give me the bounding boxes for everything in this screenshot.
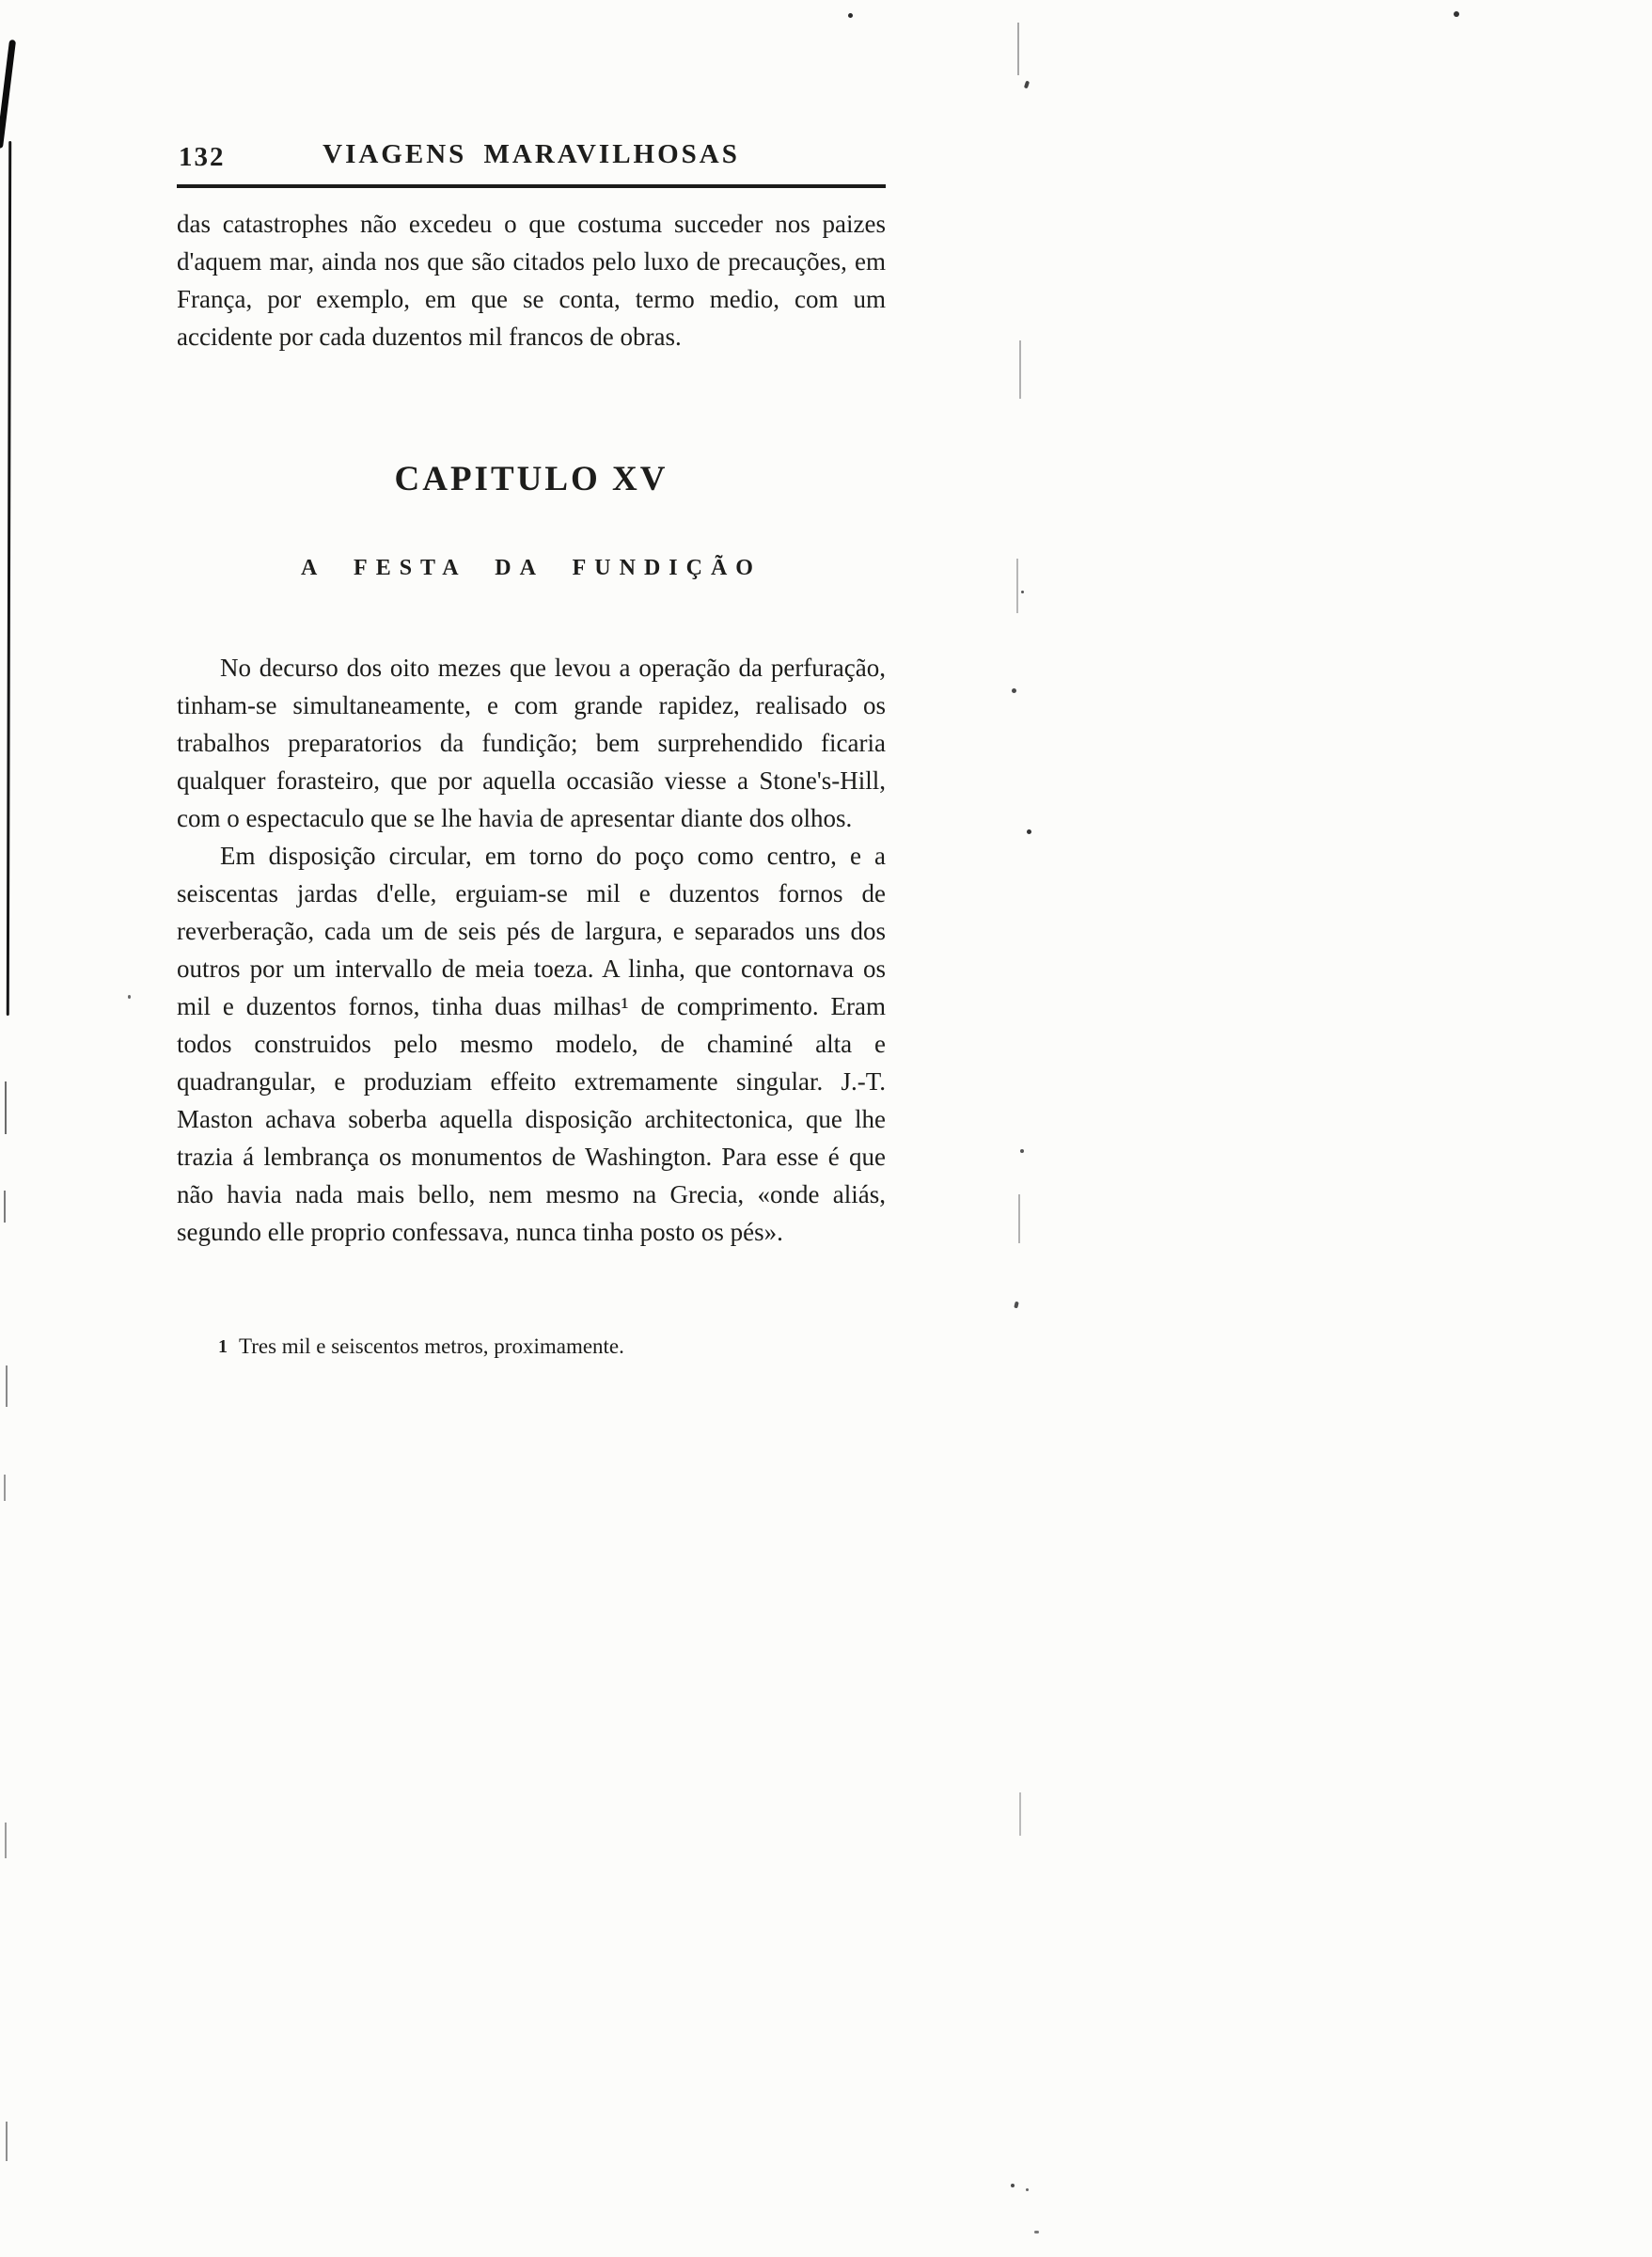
scan-speck [1011, 2184, 1015, 2187]
header-rule [177, 184, 886, 188]
scan-speck [1034, 2231, 1039, 2233]
page-number: 132 [179, 142, 226, 172]
continuation-paragraph: das catastrophes não excedeu o que costuma succeder nos paizes d'aquem mar, ainda nos que são citados pelo luxo de precauções, em França, por exemplo, em que se conta, termo medio, com um accidente por cada duzentos mil francos de obras. [177, 210, 886, 351]
binding-dash [6, 2122, 8, 2161]
scan-speck [1014, 1302, 1019, 1309]
scan-speck [1027, 829, 1031, 834]
scan-speck [1021, 591, 1024, 593]
binding-dash [4, 1191, 6, 1223]
scan-speck [848, 13, 853, 18]
binding-dash [5, 1823, 7, 1858]
binding-edge-mark [0, 39, 16, 149]
page-edge-mark [1019, 1792, 1021, 1836]
binding-dash [5, 1081, 7, 1134]
page-edge-mark [1018, 1194, 1020, 1243]
scan-speck [1454, 11, 1459, 17]
running-title: VIAGENS MARAVILHOSAS [323, 139, 740, 169]
footnote [177, 1332, 886, 1362]
scan-speck [1020, 1149, 1024, 1153]
page-edge-mark [1016, 559, 1018, 613]
scan-speck [128, 995, 131, 999]
footnote-marker: 1 [218, 1336, 228, 1357]
chapter-title: CAPITULO XV [394, 460, 669, 498]
footnote-text: Tres mil e seiscentos metros, proximamente. [239, 1334, 624, 1358]
page-edge-mark [1017, 23, 1019, 75]
binding-dash [4, 1475, 6, 1501]
book-page [177, 139, 886, 1362]
scan-speck [1012, 688, 1016, 693]
binding-edge-line [7, 141, 11, 1016]
scan-speck [1024, 81, 1030, 89]
chapter-subtitle: A FESTA DA FUNDIÇÃO [301, 556, 762, 580]
page-header [177, 139, 886, 175]
body-paragraph-2: Em disposição circular, em torno do poço como centro, e a seiscentas jardas d'elle, erguiam-se mil e duzentos fornos de reverberação, cada um de seis pés de largura, e separados uns dos outros por um intervallo de meia toeza. A linha, que contornava os mil e duzentos fornos, tinha duas milhas¹ de comprimento. Eram todos construidos pelo mesmo modelo, de chaminé alta e quadrangular, e produziam effeito extremamente singular. J.-T. Maston achava soberba aquella disposição architectonica, que lhe trazia á lembrança os monumentos de Washington. Para esse é que não havia nada mais bello, nem mesmo na Grecia, «onde aliás, segundo elle proprio confessava, nunca tinha posto os pés». [177, 842, 886, 1246]
body-paragraph-1: No decurso dos oito mezes que levou a operação da perfuração, tinham-se simultaneamente, e com grande rapidez, realisado os trabalhos preparatorios da fundição; bem surprehendido ficaria qualquer forasteiro, que por aquella occasião viesse a Stone's-Hill, com o espectaculo que se lhe havia de apresentar diante dos olhos. [177, 654, 886, 832]
page-edge-mark [1019, 340, 1021, 399]
scan-speck [1026, 2188, 1029, 2191]
binding-dash [6, 1365, 8, 1407]
